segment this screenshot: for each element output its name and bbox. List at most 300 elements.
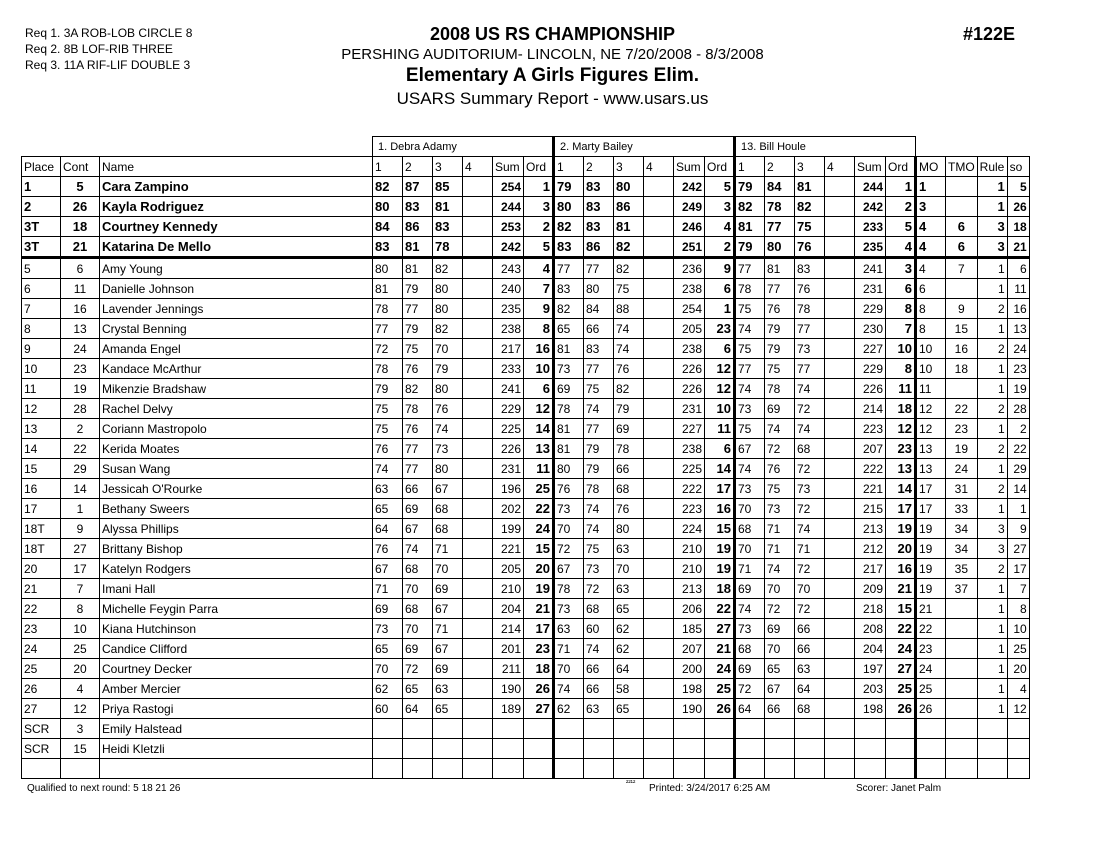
table-cell: 83 xyxy=(373,237,403,258)
table-cell: 65 xyxy=(765,659,795,679)
table-cell xyxy=(644,379,674,399)
table-cell xyxy=(644,319,674,339)
table-cell xyxy=(825,279,855,299)
table-cell: 78 xyxy=(735,279,765,299)
table-cell: 79 xyxy=(765,319,795,339)
table-cell: 11 xyxy=(22,379,61,399)
table-cell: 81 xyxy=(795,177,825,197)
table-cell: 71 xyxy=(554,639,584,659)
table-cell: 82 xyxy=(795,197,825,217)
table-cell: 76 xyxy=(433,399,463,419)
table-cell: 244 xyxy=(855,177,886,197)
table-cell xyxy=(463,479,493,499)
table-cell: 4 xyxy=(1007,679,1029,699)
table-cell: 69 xyxy=(735,659,765,679)
scorer-label: Scorer: Janet Palm xyxy=(856,783,942,794)
table-cell: 14 xyxy=(886,479,916,499)
table-cell: 83 xyxy=(795,258,825,279)
table-cell: 87 xyxy=(403,177,433,197)
table-cell xyxy=(463,679,493,699)
table-cell: 80 xyxy=(554,197,584,217)
table-cell: 206 xyxy=(674,599,705,619)
table-cell: 238 xyxy=(674,439,705,459)
table-cell: 75 xyxy=(795,217,825,237)
column-header: Sum xyxy=(493,157,524,177)
table-cell: 78 xyxy=(554,399,584,419)
table-row xyxy=(22,619,1030,639)
table-cell: 70 xyxy=(765,579,795,599)
table-cell: 231 xyxy=(493,459,524,479)
table-row xyxy=(22,419,1030,439)
table-cell: 84 xyxy=(373,217,403,237)
table-cell: 69 xyxy=(554,379,584,399)
table-cell: 78 xyxy=(554,579,584,599)
table-cell xyxy=(463,599,493,619)
table-cell: 73 xyxy=(795,339,825,359)
championship-title: 2008 US RS CHAMPIONSHIP xyxy=(429,24,676,44)
table-cell xyxy=(463,659,493,679)
table-cell: 15 xyxy=(886,599,916,619)
table-cell: 8 xyxy=(524,319,554,339)
table-cell: 82 xyxy=(614,258,644,279)
table-cell: 23 xyxy=(946,419,978,439)
table-cell: 12 xyxy=(705,359,735,379)
table-row xyxy=(22,459,1030,479)
table-cell: 70 xyxy=(554,519,584,539)
table-cell: 21 xyxy=(916,599,946,619)
event-code: #122E xyxy=(963,24,1016,44)
table-cell xyxy=(614,739,644,759)
table-cell: 10 xyxy=(61,619,100,639)
table-cell: Courtney Kennedy xyxy=(100,217,373,237)
table-cell: 76 xyxy=(403,359,433,379)
table-cell: 69 xyxy=(735,579,765,599)
table-row xyxy=(22,519,1030,539)
table-cell: 65 xyxy=(433,699,463,719)
table-cell xyxy=(463,499,493,519)
table-cell: 10 xyxy=(705,399,735,419)
table-cell: 236 xyxy=(674,258,705,279)
table-cell: 75 xyxy=(373,419,403,439)
table-cell: 31 xyxy=(946,479,978,499)
table-cell: 15 xyxy=(61,739,100,759)
table-cell xyxy=(100,759,373,779)
table-row xyxy=(22,217,1030,237)
table-cell: 26 xyxy=(886,699,916,719)
table-cell: 13 xyxy=(886,459,916,479)
table-cell: 233 xyxy=(493,359,524,379)
table-cell: 24 xyxy=(1007,339,1029,359)
table-cell: 82 xyxy=(554,299,584,319)
table-cell: 17 xyxy=(886,499,916,519)
table-cell: 80 xyxy=(433,299,463,319)
table-cell: 75 xyxy=(735,299,765,319)
report-header xyxy=(300,24,805,109)
table-cell: 6 xyxy=(22,279,61,299)
column-header: Place xyxy=(22,157,61,177)
table-cell: 14 xyxy=(22,439,61,459)
requirement-3: Req 3. 11A RIF-LIF DOUBLE 3 xyxy=(25,58,191,72)
table-cell: 13 xyxy=(916,439,946,459)
table-cell: 63 xyxy=(614,579,644,599)
table-cell: 210 xyxy=(674,539,705,559)
table-cell: 67 xyxy=(373,559,403,579)
table-cell xyxy=(614,719,644,739)
table-cell: 242 xyxy=(493,237,524,258)
table-cell: 65 xyxy=(403,679,433,699)
table-cell xyxy=(946,719,978,739)
table-cell: 67 xyxy=(735,439,765,459)
table-cell xyxy=(644,759,674,779)
table-cell: 225 xyxy=(674,459,705,479)
table-cell: 1 xyxy=(705,299,735,319)
table-cell: 77 xyxy=(403,439,433,459)
table-cell: 207 xyxy=(855,439,886,459)
table-cell xyxy=(825,419,855,439)
table-cell xyxy=(373,759,403,779)
table-cell: 68 xyxy=(735,639,765,659)
table-cell xyxy=(403,719,433,739)
table-cell: 58 xyxy=(614,679,644,699)
table-cell: 82 xyxy=(403,379,433,399)
column-header: Rule xyxy=(977,157,1007,177)
table-cell: 198 xyxy=(855,699,886,719)
table-cell: 201 xyxy=(493,639,524,659)
table-cell: 2 xyxy=(977,399,1007,419)
table-cell: 11 xyxy=(916,379,946,399)
table-cell: 63 xyxy=(795,659,825,679)
table-cell: 1 xyxy=(886,177,916,197)
table-cell xyxy=(825,459,855,479)
table-cell xyxy=(825,217,855,237)
table-cell: 226 xyxy=(855,379,886,399)
table-cell xyxy=(705,719,735,739)
table-cell xyxy=(735,719,765,739)
table-cell: 80 xyxy=(373,258,403,279)
table-cell: 17 xyxy=(916,499,946,519)
table-cell: 19 xyxy=(886,519,916,539)
table-cell: 74 xyxy=(765,419,795,439)
table-cell: 6 xyxy=(946,237,978,258)
table-cell: 243 xyxy=(493,258,524,279)
table-cell: 69 xyxy=(403,499,433,519)
column-header: 4 xyxy=(644,157,674,177)
table-cell xyxy=(825,339,855,359)
table-cell xyxy=(463,539,493,559)
table-cell: 65 xyxy=(554,319,584,339)
table-cell: 73 xyxy=(554,599,584,619)
table-cell: 76 xyxy=(554,479,584,499)
table-row xyxy=(22,339,1030,359)
table-cell: 9 xyxy=(22,339,61,359)
table-cell: 70 xyxy=(735,539,765,559)
table-cell xyxy=(825,699,855,719)
table-cell: 9 xyxy=(705,258,735,279)
table-cell xyxy=(463,399,493,419)
table-cell: 71 xyxy=(373,579,403,599)
table-cell: 83 xyxy=(554,237,584,258)
table-cell: 78 xyxy=(584,479,614,499)
table-cell: Kiana Hutchinson xyxy=(100,619,373,639)
table-cell: 214 xyxy=(493,619,524,639)
table-cell: 18 xyxy=(1007,217,1029,237)
table-cell xyxy=(644,579,674,599)
table-cell xyxy=(825,619,855,639)
table-cell xyxy=(735,739,765,759)
table-cell: 79 xyxy=(735,237,765,258)
table-cell: 63 xyxy=(433,679,463,699)
table-cell xyxy=(644,217,674,237)
table-cell xyxy=(825,499,855,519)
table-cell: 12 xyxy=(916,399,946,419)
table-cell: 77 xyxy=(795,319,825,339)
table-cell: 64 xyxy=(373,519,403,539)
table-row xyxy=(22,379,1030,399)
table-row xyxy=(22,359,1030,379)
table-cell: 217 xyxy=(855,559,886,579)
table-cell: 26 xyxy=(61,197,100,217)
table-cell xyxy=(644,237,674,258)
table-cell: 83 xyxy=(584,339,614,359)
table-cell: 62 xyxy=(614,619,644,639)
table-cell xyxy=(825,399,855,419)
table-cell: 66 xyxy=(584,319,614,339)
table-cell: 34 xyxy=(946,539,978,559)
table-cell: 4 xyxy=(916,258,946,279)
table-cell: 23 xyxy=(886,439,916,459)
table-cell: 12 xyxy=(705,379,735,399)
table-cell xyxy=(946,197,978,217)
table-cell xyxy=(22,759,61,779)
table-cell xyxy=(644,197,674,217)
table-cell: 68 xyxy=(795,699,825,719)
table-cell: 7 xyxy=(946,258,978,279)
table-cell: 11 xyxy=(886,379,916,399)
table-cell xyxy=(644,679,674,699)
table-cell: 2 xyxy=(1007,419,1029,439)
table-cell: 210 xyxy=(674,559,705,579)
table-cell: 2 xyxy=(61,419,100,439)
table-cell: 78 xyxy=(765,197,795,217)
table-cell: 244 xyxy=(493,197,524,217)
table-cell: 2 xyxy=(22,197,61,217)
table-cell xyxy=(946,699,978,719)
column-header: 4 xyxy=(825,157,855,177)
table-row xyxy=(22,439,1030,459)
table-cell: 25 xyxy=(886,679,916,699)
table-cell: 66 xyxy=(795,639,825,659)
table-cell: 2 xyxy=(705,237,735,258)
table-cell: 17 xyxy=(22,499,61,519)
table-cell: 81 xyxy=(403,237,433,258)
table-cell: Michelle Feygin Parra xyxy=(100,599,373,619)
table-cell: 27 xyxy=(22,699,61,719)
table-cell: 75 xyxy=(614,279,644,299)
table-cell xyxy=(765,719,795,739)
table-row xyxy=(22,679,1030,699)
table-cell xyxy=(825,739,855,759)
table-cell: 37 xyxy=(946,579,978,599)
table-cell: 69 xyxy=(765,399,795,419)
table-cell: Imani Hall xyxy=(100,579,373,599)
table-cell: Cara Zampino xyxy=(100,177,373,197)
table-cell: 65 xyxy=(614,599,644,619)
table-cell: 80 xyxy=(433,279,463,299)
table-cell: 229 xyxy=(493,399,524,419)
table-cell: 17 xyxy=(916,479,946,499)
table-cell: 198 xyxy=(674,679,705,699)
table-cell: 77 xyxy=(584,419,614,439)
table-cell: 21 xyxy=(1007,237,1029,258)
table-cell: 64 xyxy=(403,699,433,719)
table-cell: 1 xyxy=(977,177,1007,197)
table-cell: 69 xyxy=(373,599,403,619)
table-cell xyxy=(886,759,916,779)
table-cell: 15 xyxy=(946,319,978,339)
table-cell: 13 xyxy=(61,319,100,339)
table-cell: 77 xyxy=(795,359,825,379)
table-cell: 10 xyxy=(22,359,61,379)
table-cell: 1 xyxy=(977,659,1007,679)
table-cell: 76 xyxy=(373,539,403,559)
table-cell: Katarina De Mello xyxy=(100,237,373,258)
table-cell: 9 xyxy=(524,299,554,319)
table-cell xyxy=(795,739,825,759)
table-cell: Danielle Johnson xyxy=(100,279,373,299)
table-cell xyxy=(765,759,795,779)
table-cell: 16 xyxy=(524,339,554,359)
table-cell: 27 xyxy=(705,619,735,639)
table-cell: 213 xyxy=(855,519,886,539)
table-cell: 73 xyxy=(735,479,765,499)
table-cell: 65 xyxy=(614,699,644,719)
table-cell: 83 xyxy=(433,217,463,237)
table-cell: 238 xyxy=(493,319,524,339)
table-cell: 75 xyxy=(584,539,614,559)
table-cell: 235 xyxy=(855,237,886,258)
table-cell: 70 xyxy=(554,659,584,679)
table-cell: 5 xyxy=(1007,177,1029,197)
table-cell xyxy=(946,759,978,779)
table-cell xyxy=(463,319,493,339)
report-subtitle: USARS Summary Report - www.usars.us xyxy=(396,89,709,108)
table-cell: 5 xyxy=(524,237,554,258)
table-cell xyxy=(977,759,1007,779)
table-cell: 19 xyxy=(916,539,946,559)
table-cell: 86 xyxy=(403,217,433,237)
judge-name-3: 13. Bill Houle xyxy=(735,137,916,157)
table-cell: 215 xyxy=(855,499,886,519)
table-cell: 241 xyxy=(493,379,524,399)
table-cell: 3 xyxy=(977,539,1007,559)
table-cell: 63 xyxy=(584,699,614,719)
table-row xyxy=(22,739,1030,759)
table-cell: 28 xyxy=(61,399,100,419)
table-cell xyxy=(584,739,614,759)
printed-stamp: Printed: 3/24/2017 6:25 AM xyxy=(649,783,771,794)
table-cell: 79 xyxy=(433,359,463,379)
table-row xyxy=(22,659,1030,679)
table-row xyxy=(22,699,1030,719)
table-cell: 26 xyxy=(1007,197,1029,217)
table-cell: 12 xyxy=(61,699,100,719)
table-cell: 86 xyxy=(584,237,614,258)
table-cell: 1 xyxy=(977,579,1007,599)
table-cell xyxy=(463,419,493,439)
table-cell: 16 xyxy=(22,479,61,499)
table-cell xyxy=(825,519,855,539)
table-cell: 20 xyxy=(22,559,61,579)
table-cell xyxy=(644,439,674,459)
table-cell xyxy=(463,459,493,479)
table-cell: 71 xyxy=(735,559,765,579)
table-cell xyxy=(463,719,493,739)
table-cell xyxy=(825,237,855,258)
column-header: Cont xyxy=(61,157,100,177)
table-cell: 214 xyxy=(855,399,886,419)
table-cell: 78 xyxy=(373,359,403,379)
table-cell: 24 xyxy=(705,659,735,679)
column-header: 1 xyxy=(735,157,765,177)
table-cell: 82 xyxy=(614,379,644,399)
table-cell: 74 xyxy=(584,499,614,519)
table-cell: 11 xyxy=(705,419,735,439)
table-cell: 81 xyxy=(554,339,584,359)
table-cell xyxy=(644,299,674,319)
table-cell: 204 xyxy=(493,599,524,619)
table-cell: 79 xyxy=(735,177,765,197)
table-cell: 253 xyxy=(493,217,524,237)
table-cell: 2 xyxy=(977,439,1007,459)
table-cell: 185 xyxy=(674,619,705,639)
table-cell: 22 xyxy=(705,599,735,619)
table-cell: 81 xyxy=(403,258,433,279)
table-cell xyxy=(916,739,946,759)
table-cell: 3 xyxy=(886,258,916,279)
table-cell: 77 xyxy=(735,258,765,279)
table-cell: 229 xyxy=(855,359,886,379)
table-cell: Courtney Decker xyxy=(100,659,373,679)
column-header: so xyxy=(1007,157,1029,177)
table-cell xyxy=(795,719,825,739)
table-cell: 33 xyxy=(946,499,978,519)
table-cell xyxy=(977,739,1007,759)
table-cell: 233 xyxy=(855,217,886,237)
table-cell: 72 xyxy=(584,579,614,599)
column-header: Sum xyxy=(855,157,886,177)
table-cell: 83 xyxy=(584,217,614,237)
table-cell: 71 xyxy=(433,539,463,559)
table-cell: Crystal Benning xyxy=(100,319,373,339)
table-cell: 10 xyxy=(886,339,916,359)
table-cell: 1 xyxy=(22,177,61,197)
table-cell: Emily Halstead xyxy=(100,719,373,739)
table-cell: 24 xyxy=(886,639,916,659)
table-cell: 24 xyxy=(61,339,100,359)
table-cell: Kandace McArthur xyxy=(100,359,373,379)
table-cell: 1 xyxy=(977,379,1007,399)
table-cell: 1 xyxy=(977,319,1007,339)
table-cell: 88 xyxy=(614,299,644,319)
table-cell xyxy=(825,759,855,779)
table-cell xyxy=(554,719,584,739)
table-cell: 74 xyxy=(584,639,614,659)
table-cell: 7 xyxy=(886,319,916,339)
table-cell xyxy=(946,679,978,699)
table-cell: 212 xyxy=(855,539,886,559)
column-header: 4 xyxy=(463,157,493,177)
table-cell: 1 xyxy=(977,359,1007,379)
